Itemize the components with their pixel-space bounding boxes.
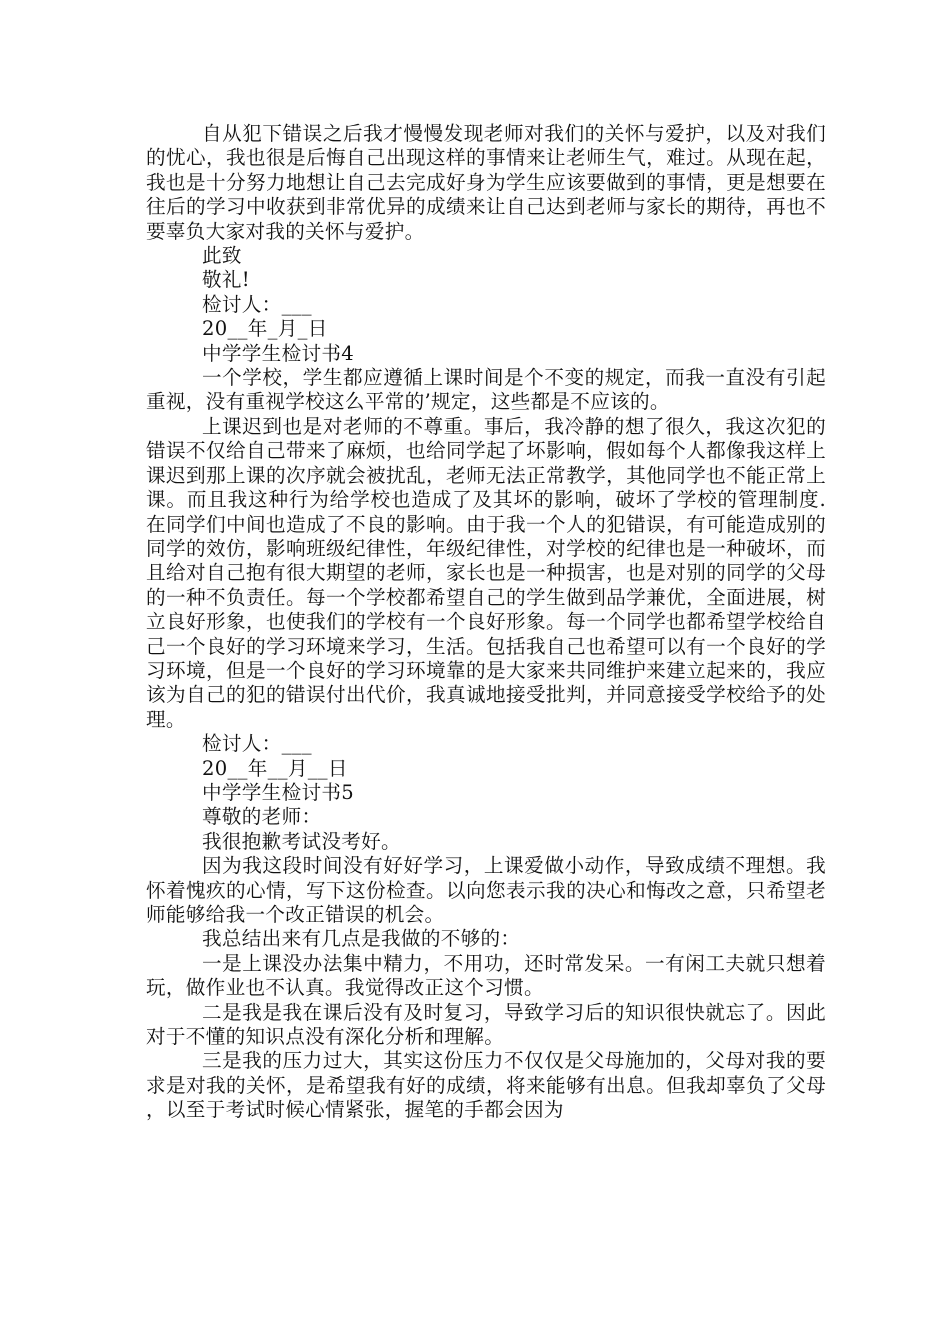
date-line: 20__年_月_日 [202,317,328,341]
paragraph: 一个学校，学生都应遵循上课时间是个不变的规定，而我一直没有引起重视，没有重视学校这么平常的’规定，这些都是不应该的。 [146,366,826,414]
date-line: 20__年__月__日 [202,756,348,780]
paragraph: 三是我的压力过大，其实这份压力不仅仅是父母施加的，父母对我的要求是对我的关怀，是希望我有好的成绩，将来能够有出息。但我却辜负了父母，以至于考试时候心情紧张，握笔的手都会因为 [146,1049,826,1122]
paragraph: 我很抱歉考试没考好。 [202,829,401,853]
closing-salute: 敬礼! [202,268,250,292]
section-title: 中学学生检讨书4 [202,341,355,365]
signature-line: 检讨人：___ [202,292,312,316]
paragraph: 二是我是我在课后没有及时复习，导致学习后的知识很快就忘了。因此对于不懂的知识点没有深化分析和理解。 [146,1000,826,1049]
section-title: 中学学生检讨书5 [202,780,355,804]
paragraph: 因为我这段时间没有好好学习，上课爱做小动作，导致成绩不理想。我怀着愧疚的心情，写下这份检查。以向您表示我的决心和悔改之意，只希望老师能够给我一个改正错误的机会。 [146,854,826,926]
paragraph: 我总结出来有几点是我做的不够的： [202,927,521,951]
closing-salutation: 此致 [202,244,242,268]
paragraph: 上课迟到也是对老师的不尊重。事后，我冷静的想了很久，我这次犯的错误不仅给自己带来了麻烦，也给同学起了坏影响，假如每个人都像我这样上课迟到那上课的次序就会被扰乱，老师无法正常教学，其他同学也不能正常上课。而且我这种行为给学校也造成了及其坏的影响，破坏了学校的管理制度.在同学们中间也造成了不良的影响。由于我一个人的犯错误，有可能造成别的同学的效仿，影响班级纪律性，年级纪律性，对学校的纪律也是一种破坏，而且给对自己抱有很大期望的老师，家长也是一种损害，也是对别的同学的父母的一种不负责任。每一个学校都希望自己的学生做到品学兼优，全面进展，树立良好形象，也使我们的学校有一个良好形象。每一个同学也都希望学校给自己一个良好的学习环境来学习，生活。包括我自己也希望可以有一个良好的学习环境，但是一个良好的学习环境靠的是大家来共同维护来建立起来的，我应该为自己的犯的错误付出代价，我真诚地接受批判，并同意接受学校给予的处理。 [146,414,826,731]
document-body [146,122,826,1123]
signature-line: 检讨人：___ [202,732,312,756]
paragraph: 一是上课没办法集中精力，不用功，还时常发呆。一有闲工夫就只想着玩，做作业也不认真。我觉得改正这个习惯。 [146,951,826,1000]
paragraph: 自从犯下错误之后我才慢慢发现老师对我们的关怀与爱护，以及对我们的忧心，我也很是后悔自己出现这样的事情来让老师生气，难过。从现在起，我也是十分努力地想让自己去完成好身为学生应该要做到的事情，更是想要在往后的学习中收获到非常优异的成绩来让自己达到老师与家长的期待，再也不要辜负大家对我的关怀与爱护。 [146,122,826,243]
greeting: 尊敬的老师： [202,805,322,829]
